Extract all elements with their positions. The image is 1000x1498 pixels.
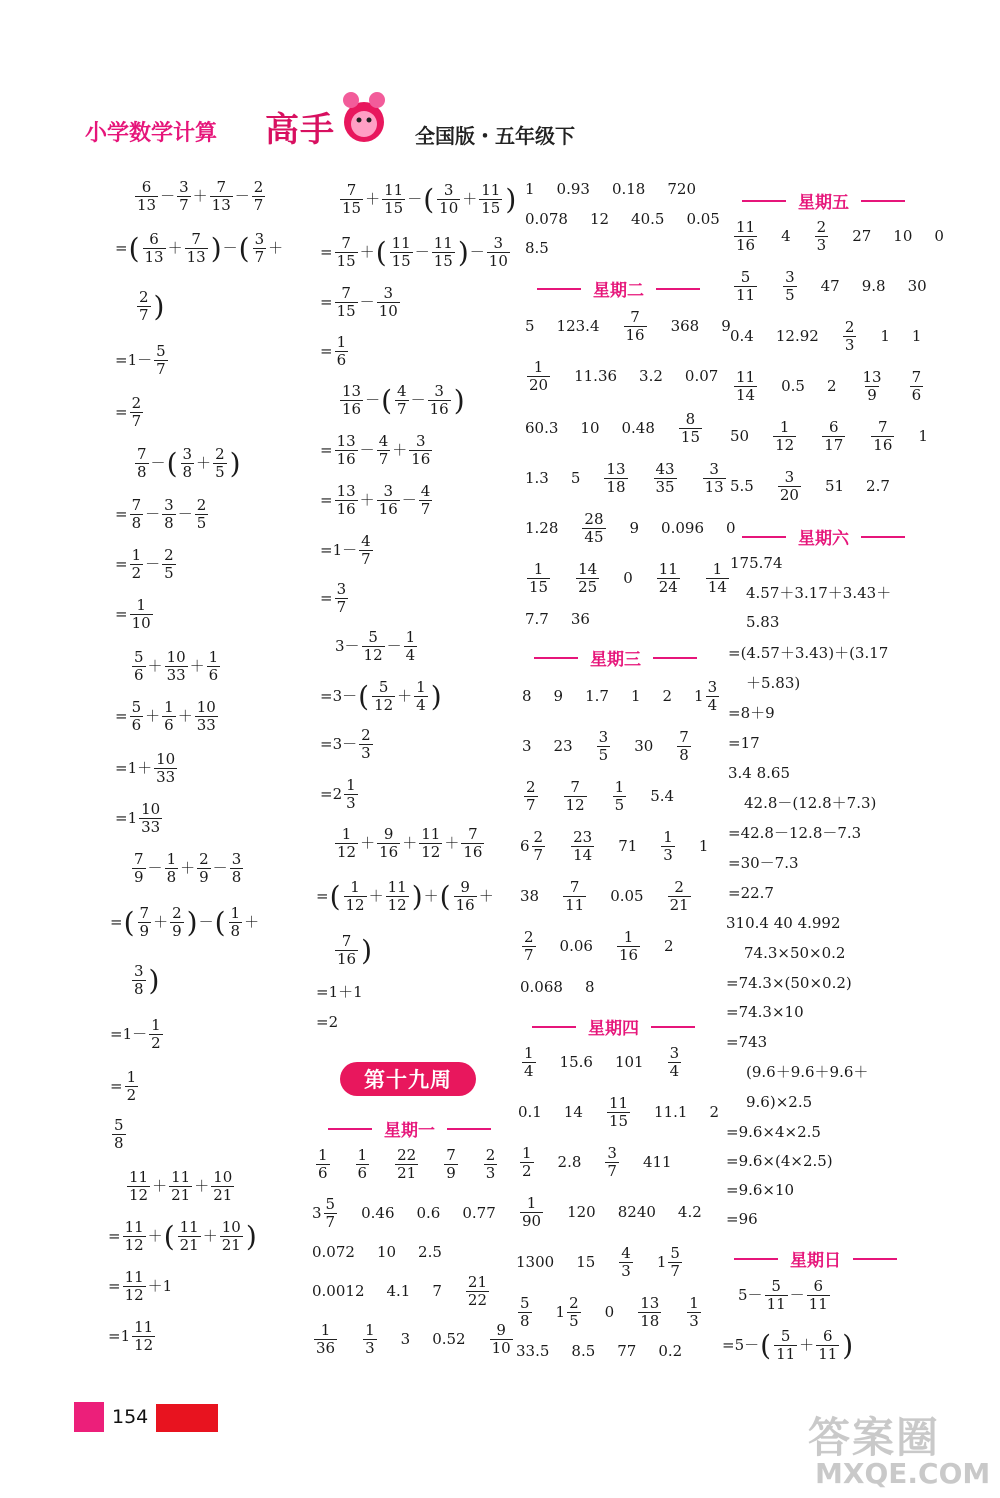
calc-line: 310.4 40 4.992 bbox=[726, 914, 841, 932]
expr-line: = $\frac{13}{16}$ ＋ $\frac{3}{16}$ － $\frac{4}{7}$ bbox=[320, 482, 431, 518]
answer-row: 7.7 36 bbox=[525, 610, 590, 628]
expr-line: = 1－ $\frac{5}{7}$ bbox=[115, 342, 166, 378]
calc-line: =743 bbox=[726, 1033, 768, 1051]
calc-line: =9.6×10 bbox=[726, 1181, 795, 1199]
calc-line: =9.6×(4×2.5) bbox=[726, 1152, 833, 1170]
calc-line: =30－7.3 bbox=[728, 854, 799, 872]
answer-row: 8.5 bbox=[525, 239, 549, 257]
expr-line: = $\frac{3}{7}$ bbox=[320, 580, 347, 616]
calc-line: =(4.57＋3.43)＋(3.17 bbox=[728, 644, 889, 662]
answer-row: 0.1 14 $\frac{11}{15}$ 11.1 2 bbox=[518, 1094, 719, 1130]
week-badge: 第十九周 bbox=[340, 1062, 476, 1096]
expr-line: = $\frac{7}{15}$ － $\frac{3}{10}$ bbox=[320, 284, 398, 320]
answer-row: $\frac{1}{2}$ 2.8 $\frac{3}{7}$ 411 bbox=[522, 1144, 672, 1180]
book-title-big: 高手 bbox=[265, 110, 335, 150]
mascot-icon bbox=[333, 88, 395, 150]
answer-row: $\frac{5}{11}$ $\frac{3}{5}$ 47 9.8 30 bbox=[736, 268, 927, 304]
expr-line: = 1 $\frac{11}{12}$ bbox=[108, 1318, 154, 1354]
answer-row: 0.068 8 bbox=[520, 978, 595, 996]
answer-row: 0.0012 4.1 7 $\frac{21}{22}$ bbox=[312, 1273, 487, 1309]
answer-row: 33.5 8.5 77 0.2 bbox=[516, 1342, 683, 1360]
answer-row: $\frac{2}{7}$ $\frac{7}{12}$ $\frac{1}{5}$ 5.4 bbox=[526, 778, 675, 814]
calc-line: =42.8－12.8－7.3 bbox=[728, 824, 862, 842]
page-marker bbox=[74, 1402, 104, 1432]
answer-row: $\frac{1}{6}$ $\frac{1}{6}$ $\frac{22}{21}$ $\frac{7}{9}$ $\frac{2}{3}$ bbox=[318, 1146, 496, 1182]
answer-row: 1.28 $\frac{28}{45}$ 9 0.096 0 bbox=[525, 510, 736, 546]
day-heading-wednesday: 星期三 bbox=[522, 645, 709, 670]
answer-row: $\frac{1}{4}$ 15.6 101 $\frac{3}{4}$ bbox=[524, 1044, 680, 1080]
expr-line: 5 － $\frac{5}{11}$ － $\frac{6}{11}$ bbox=[738, 1277, 828, 1313]
answer-row: 1300 15 $\frac{4}{3}$ 1 $\frac{5}{7}$ bbox=[516, 1244, 680, 1280]
expr-line: = $\frac{1}{6}$ bbox=[320, 333, 347, 369]
expr-line: = 1＋ $\frac{10}{33}$ bbox=[115, 750, 176, 786]
answer-row: $\frac{1}{90}$ 120 8240 4.2 bbox=[522, 1194, 702, 1230]
calc-line: (9.6＋9.6＋9.6＋ bbox=[746, 1063, 869, 1081]
calc-line: 42.8－(12.8＋7.3) bbox=[744, 794, 877, 812]
expr-line: $\frac{2}{7}$ ) bbox=[139, 288, 165, 324]
answer-row: 50 $\frac{1}{12}$ $\frac{6}{17}$ $\frac{7}{16}$ 1 bbox=[730, 418, 928, 454]
day-heading-thursday: 星期四 bbox=[520, 1014, 707, 1039]
expr-line: = $\frac{1}{10}$ bbox=[115, 596, 151, 632]
calc-line: =96 bbox=[726, 1210, 758, 1228]
calc-line: =17 bbox=[728, 734, 760, 752]
expr-line: $\frac{11}{12}$ ＋ $\frac{11}{21}$ ＋ $\frac{10}{21}$ bbox=[129, 1168, 233, 1204]
answer-row: $\frac{5}{8}$ 1 $\frac{2}{5}$ 0 $\frac{13}{18}$ $\frac{1}{3}$ bbox=[520, 1294, 699, 1330]
calc-line: 9.6)×2.5 bbox=[746, 1093, 813, 1111]
watermark-logo: 答案圈 bbox=[808, 1413, 941, 1462]
calc-line: =74.3×(50×0.2) bbox=[726, 974, 852, 992]
calc-line: 5.83 bbox=[746, 613, 780, 631]
answer-row: 0.078 12 40.5 0.05 bbox=[525, 210, 720, 228]
expr-line: = $\frac{7}{8}$ － $\frac{3}{8}$ － $\frac{2}{5}$ bbox=[115, 496, 207, 532]
expr-line: = 3－ ( $\frac{5}{12}$ ＋ $\frac{1}{4}$ ) bbox=[320, 678, 442, 714]
expr-line: $\frac{13}{16}$ － ( $\frac{4}{7}$ － $\frac{3}{16}$ ) bbox=[342, 382, 465, 418]
day-heading-monday: 星期一 bbox=[316, 1116, 503, 1141]
expr-line: = ( $\frac{7}{9}$ ＋ $\frac{2}{9}$ ) － ( $\frac{1}{8}$ ＋ bbox=[110, 904, 260, 940]
answer-row: 8 9 1.7 1 2 1 $\frac{3}{4}$ bbox=[522, 678, 718, 714]
expr-line: $\frac{5}{8}$ bbox=[114, 1116, 124, 1152]
calc-line: ＋5.83) bbox=[746, 674, 801, 692]
book-title-small: 小学数学计算 bbox=[85, 121, 218, 146]
expr-line: $\frac{3}{8}$ ) bbox=[134, 962, 160, 998]
expr-line: $\frac{6}{13}$ － $\frac{3}{7}$ ＋ $\frac{7}{13}$ － $\frac{2}{7}$ bbox=[137, 178, 264, 214]
calc-line: 4.57＋3.17＋3.43＋ bbox=[746, 584, 892, 602]
expr-line: = $\frac{2}{7}$ bbox=[115, 394, 142, 430]
expr-line: $\frac{7}{9}$ － $\frac{1}{8}$ ＋ $\frac{2}{9}$ － $\frac{3}{8}$ bbox=[134, 850, 242, 886]
expr-line: = $\frac{1}{2}$ bbox=[110, 1068, 137, 1104]
expr-line: $\frac{7}{16}$ ) bbox=[337, 932, 373, 968]
calc-line: =22.7 bbox=[728, 884, 774, 902]
answer-row: 5 123.4 $\frac{7}{16}$ 368 9 bbox=[525, 308, 731, 344]
expr-line: = $\frac{1}{2}$ － $\frac{2}{5}$ bbox=[115, 546, 174, 582]
answer-row: $\frac{1}{15}$ $\frac{14}{25}$ 0 $\frac{11}{24}$ $\frac{1}{14}$ bbox=[529, 560, 727, 596]
edition-label: 全国版・五年级下 bbox=[415, 124, 575, 148]
calc-line: 74.3×50×0.2 bbox=[744, 944, 846, 962]
expr-line: = $\frac{11}{12}$ ＋ ( $\frac{11}{21}$ ＋ $\frac{10}{21}$ ) bbox=[108, 1218, 257, 1254]
expr-line: = $\frac{11}{12}$ ＋1 bbox=[108, 1268, 173, 1304]
answer-row: 60.3 10 0.48 $\frac{8}{15}$ bbox=[525, 410, 700, 446]
calc-line: 3.4 8.65 bbox=[728, 764, 791, 782]
expr-line: = 1＋1 bbox=[316, 983, 363, 1001]
expr-line: $\frac{5}{6}$ ＋ $\frac{10}{33}$ ＋ $\frac{1}{6}$ bbox=[134, 648, 219, 684]
answer-row: 6 $\frac{2}{7}$ $\frac{23}{14}$ 71 $\frac{1}{3}$ 1 bbox=[520, 828, 709, 864]
expr-line: = $\frac{7}{15}$ ＋ ( $\frac{11}{15}$ － $\frac{11}{15}$ ) － $\frac{3}{10}$ bbox=[320, 234, 508, 270]
expr-line: = ( $\frac{6}{13}$ ＋ $\frac{7}{13}$ ) － ( $\frac{3}{7}$ ＋ bbox=[115, 230, 284, 266]
day-heading-saturday: 星期六 bbox=[730, 524, 917, 549]
expr-line: = ( $\frac{1}{12}$ ＋ $\frac{11}{12}$ ) ＋ ( $\frac{9}{16}$ ＋ bbox=[316, 878, 494, 914]
page-number: 154 bbox=[112, 1406, 149, 1428]
answer-row: 0.072 10 2.5 bbox=[312, 1243, 442, 1261]
calc-line: 175.74 bbox=[730, 554, 783, 572]
expr-line: = 1－ $\frac{1}{2}$ bbox=[110, 1016, 161, 1052]
answer-row: $\frac{11}{16}$ 4 $\frac{2}{3}$ 27 10 0 bbox=[736, 218, 944, 254]
answer-row: 1 0.93 0.18 720 bbox=[525, 180, 696, 198]
answer-row: 3 $\frac{5}{7}$ 0.46 0.6 0.77 bbox=[312, 1195, 496, 1231]
expr-line: = 2 $\frac{1}{3}$ bbox=[320, 776, 356, 812]
answer-row: 5.5 $\frac{3}{20}$ 51 2.7 bbox=[730, 468, 890, 504]
expr-line: = 2 bbox=[316, 1013, 339, 1031]
expr-line: $\frac{1}{12}$ ＋ $\frac{9}{16}$ ＋ $\frac{11}{12}$ ＋ $\frac{7}{16}$ bbox=[337, 825, 483, 861]
expr-line: = 3－ $\frac{2}{3}$ bbox=[320, 726, 371, 762]
expr-line: $\frac{7}{15}$ ＋ $\frac{11}{15}$ － ( $\frac{3}{10}$ ＋ $\frac{11}{15}$ ) bbox=[342, 181, 517, 217]
calc-line: =74.3×10 bbox=[726, 1003, 804, 1021]
calc-line: =8＋9 bbox=[728, 704, 775, 722]
answer-row: 38 $\frac{7}{11}$ 0.05 $\frac{2}{21}$ bbox=[520, 878, 689, 914]
expr-line: $\frac{7}{8}$ － ( $\frac{3}{8}$ ＋ $\frac{2}{5}$ ) bbox=[137, 445, 241, 481]
answer-row: $\frac{2}{7}$ 0.06 $\frac{1}{16}$ 2 bbox=[524, 928, 674, 964]
expr-line: = $\frac{13}{16}$ － $\frac{4}{7}$ ＋ $\frac{3}{16}$ bbox=[320, 432, 431, 468]
answer-row: $\frac{1}{36}$ $\frac{1}{3}$ 3 0.52 $\frac{9}{10}$ bbox=[316, 1321, 511, 1357]
answer-row: 1.3 5 $\frac{13}{18}$ $\frac{43}{35}$ $\frac{3}{13}$ bbox=[525, 460, 724, 496]
answer-row: 0.4 12.92 $\frac{2}{3}$ 1 1 bbox=[730, 318, 922, 354]
calc-line: =9.6×4×2.5 bbox=[726, 1123, 821, 1141]
expr-line: = 1－ $\frac{4}{7}$ bbox=[320, 532, 371, 568]
day-heading-sunday: 星期日 bbox=[722, 1246, 909, 1271]
answer-row: $\frac{1}{20}$ 11.36 3.2 0.07 bbox=[529, 358, 719, 394]
day-heading-friday: 星期五 bbox=[730, 188, 917, 213]
answer-row: 3 23 $\frac{3}{5}$ 30 $\frac{7}{8}$ bbox=[522, 728, 689, 764]
day-heading-tuesday: 星期二 bbox=[525, 276, 712, 301]
expr-line: 3－ $\frac{5}{12}$ － $\frac{1}{4}$ bbox=[335, 628, 416, 664]
expr-line: = 1 $\frac{10}{33}$ bbox=[115, 800, 161, 836]
expr-line: = $\frac{5}{6}$ ＋ $\frac{1}{6}$ ＋ $\frac{10}{33}$ bbox=[115, 698, 216, 734]
expr-line: = 5 － ( $\frac{5}{11}$ ＋ $\frac{6}{11}$ ) bbox=[722, 1327, 854, 1363]
answer-row: $\frac{11}{14}$ 0.5 2 $\frac{13}{9}$ $\frac{7}{6}$ bbox=[736, 368, 922, 404]
watermark-url: MXQE.COM bbox=[815, 1457, 991, 1490]
page-red-bar bbox=[156, 1404, 218, 1432]
